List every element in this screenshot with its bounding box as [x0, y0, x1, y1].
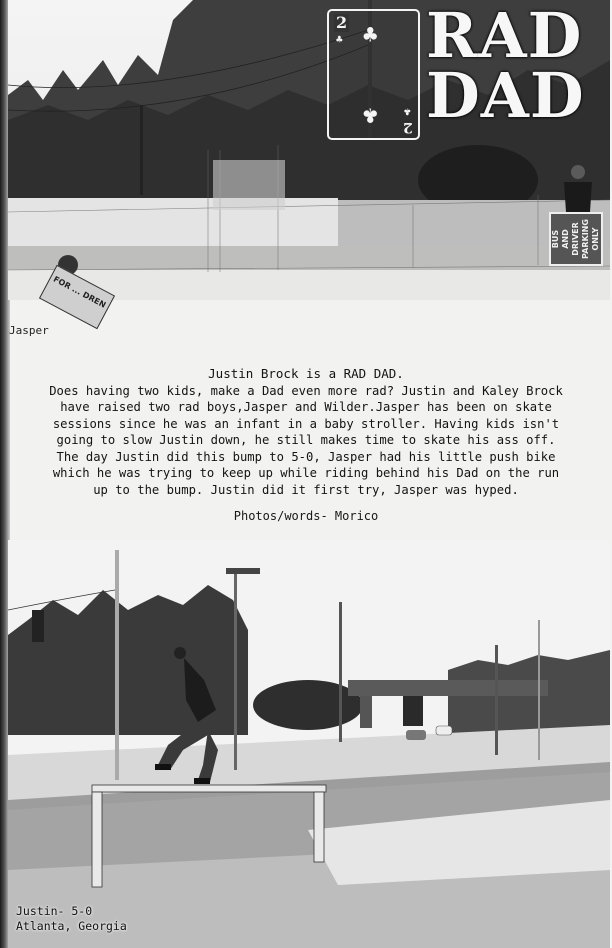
card-rank-bottom: 2: [403, 119, 413, 135]
photo-credit: Photos/words- Morico: [233, 509, 379, 523]
sign-line: PARKING: [581, 219, 590, 259]
sign-line: AND: [561, 229, 570, 249]
photo-caption-jasper: Jasper: [9, 324, 49, 337]
page-title-line-1: RAD: [426, 0, 583, 72]
bottom-photo-scene: [8, 540, 610, 948]
sign-line: ONLY: [591, 227, 600, 251]
page-title: [426, 0, 610, 132]
sign-line: DRIVER: [571, 222, 580, 256]
kid-sign-text: FOR ... DREN: [51, 274, 108, 310]
club-icon: ♣: [404, 105, 411, 118]
article-line: Does having two kids, make a Dad even more rad? Justin and Kaley Brock: [49, 383, 563, 398]
article-line: The day Justin did this bump to 5-0, Jasper had his little push bike: [56, 449, 556, 464]
article-line: up to the bump. Justin did it first try, Jasper was hyped.: [93, 482, 519, 497]
sign-line: BUS: [551, 229, 560, 249]
caption-location: Atlanta, Georgia: [16, 919, 127, 933]
article-line: which he was trying to keep up while riding behind his Dad on the run: [52, 466, 560, 480]
article-heading: Justin Brock is a RAD DAD.: [208, 366, 404, 381]
article-body: [8, 366, 604, 498]
photo-caption-justin: [16, 904, 127, 934]
article-line: going to slow Justin down, he still makes time to skate his ass off.: [56, 433, 556, 447]
article-line: have raised two rad boys,Jasper and Wilder.Jasper has been on skate: [60, 400, 552, 414]
playing-card-two-of-clubs: [327, 9, 420, 140]
card-rank-top: 2: [336, 13, 348, 32]
article-line: sessions since he was an infant in a baby stroller. Having kids isn't: [52, 416, 560, 431]
bus-parking-sign: [549, 212, 603, 266]
top-photo: [8, 0, 610, 300]
bottom-photo: [8, 540, 610, 948]
club-icon: ♣: [336, 33, 343, 46]
club-icon: ♣: [363, 101, 378, 129]
page-title-line-2: DAD: [426, 59, 585, 132]
caption-trick: Justin- 5-0: [16, 904, 93, 918]
club-icon: ♣: [363, 21, 378, 49]
